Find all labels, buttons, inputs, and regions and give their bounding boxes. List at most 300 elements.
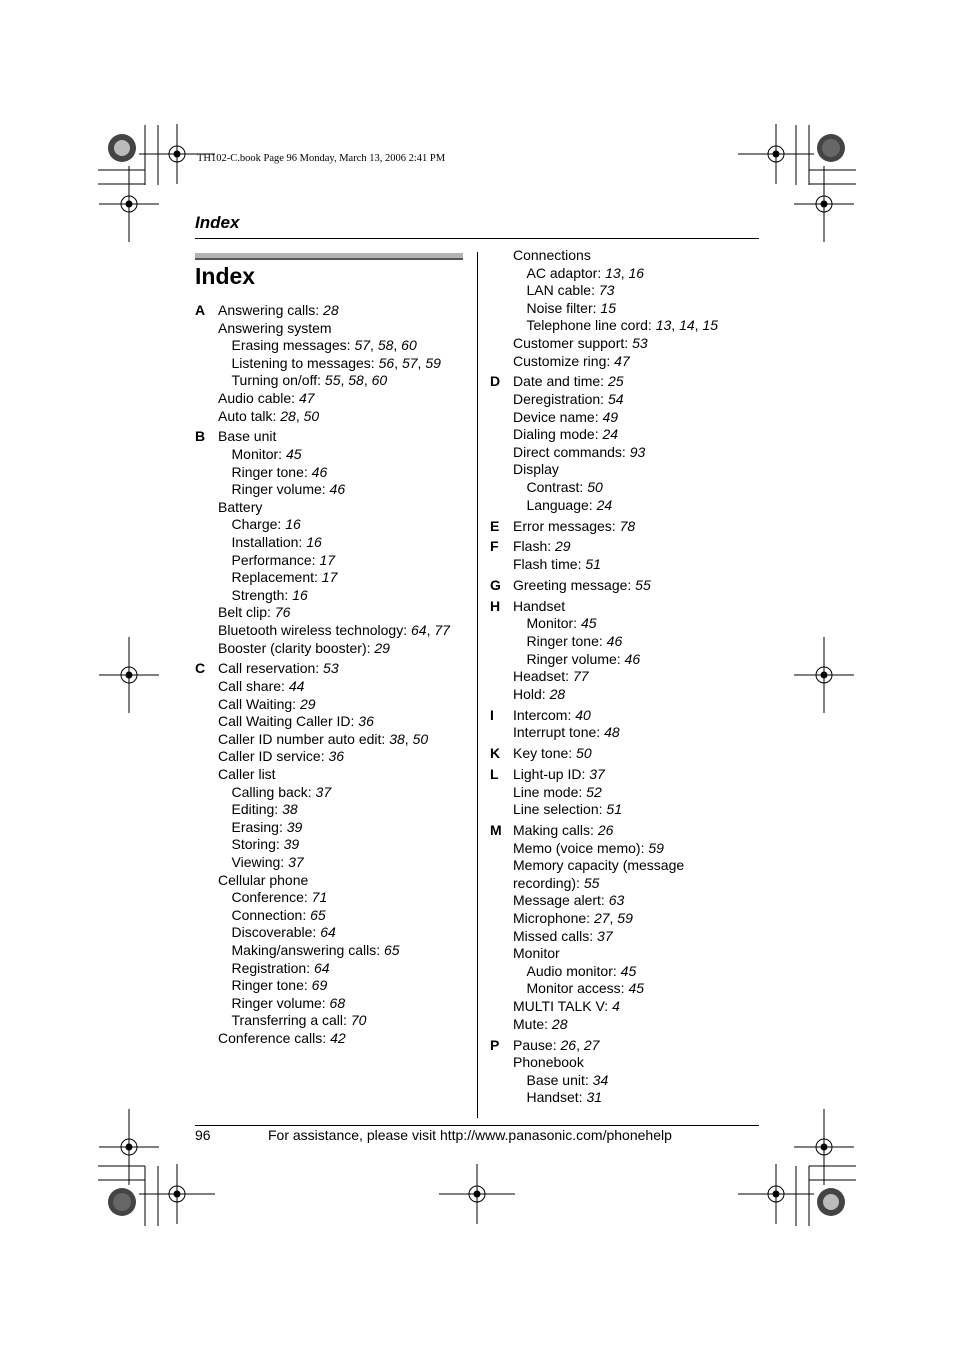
- page-reference: 53: [323, 660, 339, 677]
- entry-term: Dialing mode:: [513, 426, 603, 443]
- index-column-left: [195, 302, 465, 1051]
- entry-term: Caller ID number auto edit:: [218, 730, 390, 747]
- entry-term: Cellular phone: [218, 871, 309, 888]
- entry-term: Line selection:: [513, 801, 607, 818]
- entry-term: Call share:: [218, 678, 289, 695]
- index-entry: [490, 633, 760, 651]
- page-reference: 50: [576, 745, 592, 762]
- entry-term: Handset:: [526, 1089, 587, 1106]
- page-reference: 56: [378, 354, 395, 371]
- index-entry: [195, 889, 465, 907]
- index-entry: [490, 556, 760, 574]
- index-entry: [490, 1016, 760, 1034]
- index-entry: Bluetooth wireless technology: 64, 77: [218, 621, 450, 638]
- entry-term: Ringer volume:: [231, 994, 330, 1011]
- entry-term: Replacement:: [231, 569, 322, 586]
- entry-term: Key tone:: [513, 745, 577, 762]
- page-reference: 36: [358, 713, 374, 730]
- entry-term: Telephone line cord:: [526, 317, 656, 334]
- index-entry: [490, 668, 760, 686]
- page-reference: 26: [597, 822, 614, 839]
- page-reference: 47: [298, 389, 315, 406]
- index-letter: C: [195, 660, 206, 677]
- page-reference: 48: [604, 724, 620, 741]
- index-entry: [195, 569, 465, 587]
- index-group: [490, 822, 760, 1033]
- index-entry: [490, 1054, 760, 1072]
- page-reference: 38: [389, 730, 405, 747]
- page-reference: 36: [328, 748, 345, 765]
- index-group: [490, 1037, 760, 1107]
- entry-term: Display: [513, 461, 559, 478]
- entry-term: Ringer volume:: [231, 481, 330, 498]
- entry-term: Monitor:: [231, 446, 286, 463]
- page-reference: 37: [315, 783, 332, 800]
- page-reference: 77: [434, 621, 450, 638]
- page-number: 96: [195, 1127, 211, 1143]
- book-info: TH102-C.book Page 96 Monday, March 13, 2006 2:41 PM: [197, 153, 446, 164]
- entry-term: Battery: [218, 498, 263, 515]
- entry-term: Direct commands:: [513, 443, 630, 460]
- header-rule: [195, 238, 759, 239]
- page-reference: 14: [679, 317, 695, 334]
- page-reference: 58: [348, 372, 364, 389]
- entry-term: Customer support:: [513, 334, 633, 351]
- entry-term: Making/answering calls:: [231, 941, 385, 958]
- index-entry: [195, 516, 465, 534]
- page-reference: 46: [311, 463, 328, 480]
- page-reference: 45: [620, 962, 637, 979]
- index-letter: L: [490, 766, 499, 782]
- page-reference: 37: [288, 854, 304, 870]
- entry-term: Storing:: [231, 836, 284, 853]
- index-entry: [195, 748, 465, 766]
- entry-term: Base unit: [218, 428, 277, 445]
- page-reference: 69: [311, 977, 328, 994]
- entry-term: Noise filter:: [526, 299, 601, 316]
- entry-term: Making calls:: [513, 822, 598, 839]
- index-entry: [490, 1072, 760, 1090]
- entry-term: Ringer tone:: [231, 977, 312, 994]
- entry-term: Memory capacity (message: [513, 857, 685, 874]
- page-reference: 28: [549, 685, 566, 702]
- column-divider: [477, 252, 478, 1118]
- index-entry: [195, 907, 465, 925]
- page-reference: 42: [330, 1029, 346, 1046]
- index-entry: [195, 836, 465, 854]
- page-reference: 16: [628, 264, 645, 281]
- index-entry: [490, 875, 760, 893]
- index-entry: [195, 942, 465, 960]
- index-group: [195, 302, 465, 425]
- page-reference: 17: [319, 551, 336, 568]
- index-entry: [490, 651, 760, 669]
- page-reference: 70: [350, 1012, 367, 1029]
- page-reference: 60: [371, 372, 388, 389]
- index-entry: [490, 409, 760, 427]
- index-entry: [195, 819, 465, 837]
- page-reference: 71: [311, 889, 328, 906]
- page-reference: 57: [401, 354, 418, 371]
- page-reference: 59: [425, 354, 441, 371]
- page-reference: 27: [583, 1036, 600, 1053]
- index-entry: [490, 784, 760, 802]
- entry-term: Calling back:: [231, 783, 316, 800]
- page-reference: 37: [597, 927, 613, 944]
- entry-term: Handset: [513, 597, 566, 614]
- entry-term: Auto talk:: [218, 407, 281, 424]
- entry-term: Light-up ID:: [513, 766, 590, 782]
- page-reference: 57: [354, 337, 371, 354]
- index-entry: [195, 960, 465, 978]
- entry-term: Registration:: [231, 959, 314, 976]
- page-reference: 28: [551, 1015, 568, 1032]
- index-entry: [195, 552, 465, 570]
- page-reference: 54: [607, 391, 624, 408]
- page-reference: 16: [285, 516, 301, 533]
- index-group: [490, 745, 760, 763]
- entry-term: Hold:: [513, 685, 550, 702]
- page-reference: 45: [580, 615, 597, 632]
- running-head: Index: [195, 213, 240, 232]
- index-entry: [195, 1012, 465, 1030]
- page-title: Index: [195, 263, 256, 289]
- index-entry: [195, 534, 465, 552]
- entry-term: Intercom:: [513, 706, 576, 723]
- entry-term: Caller list: [218, 766, 276, 783]
- index-entry: [490, 840, 760, 858]
- index-entry: [195, 464, 465, 482]
- page-reference: 64: [313, 959, 330, 976]
- page-reference: 16: [306, 534, 322, 551]
- entry-term: MULTI TALK V:: [513, 998, 613, 1015]
- page-reference: 4: [612, 998, 620, 1015]
- page-reference: 15: [600, 299, 616, 316]
- index-letter: I: [490, 706, 494, 723]
- entry-term: Answering system: [218, 319, 332, 336]
- index-entry: [490, 391, 760, 409]
- page-reference: 37: [589, 766, 605, 782]
- page-reference: 16: [292, 586, 308, 603]
- index-group: [490, 247, 760, 370]
- entry-term: AC adaptor:: [526, 264, 606, 281]
- index-entry: [490, 707, 760, 725]
- index-entry: [195, 320, 465, 338]
- entry-term: Monitor:: [526, 615, 581, 632]
- entry-term: Connections: [513, 247, 591, 263]
- entry-term: Message alert:: [513, 892, 609, 909]
- entry-term: Editing:: [231, 801, 283, 818]
- index-entry: Erasing messages: 57, 58, 60: [231, 337, 417, 354]
- index-entry: [195, 924, 465, 942]
- index-entry: [490, 892, 760, 910]
- entry-term: Line mode:: [513, 783, 587, 800]
- index-entry: [490, 282, 760, 300]
- entry-term: Mute:: [513, 1015, 552, 1032]
- page-reference: 26: [560, 1036, 577, 1053]
- index-group: [490, 598, 760, 704]
- index-entry: [195, 801, 465, 819]
- page-reference: 25: [607, 373, 624, 390]
- entry-term: Language:: [526, 496, 597, 513]
- entry-term: recording):: [513, 874, 584, 891]
- entry-term: Installation:: [231, 534, 307, 551]
- page-reference: 46: [624, 650, 641, 667]
- index-entry: [195, 1030, 465, 1048]
- entry-term: Conference:: [231, 889, 312, 906]
- index-letter: B: [195, 428, 206, 445]
- entry-term: Answering calls:: [218, 302, 324, 318]
- index-entry: [195, 604, 465, 622]
- index-entry: [490, 247, 760, 265]
- index-group: [490, 766, 760, 819]
- page-reference: 24: [596, 496, 613, 513]
- entry-term: Audio cable:: [218, 389, 299, 406]
- page-reference: 31: [586, 1089, 603, 1106]
- entry-term: Listening to messages:: [231, 354, 379, 371]
- entry-term: Connection:: [231, 906, 311, 923]
- page-reference: 63: [608, 892, 625, 909]
- page-reference: 51: [585, 555, 601, 572]
- index-group: [195, 660, 465, 1047]
- page-reference: 50: [412, 730, 429, 747]
- page-reference: 60: [401, 337, 417, 354]
- entry-term: Call Waiting Caller ID:: [218, 713, 359, 730]
- index-entry: [490, 426, 760, 444]
- index-entry: [195, 660, 465, 678]
- entry-term: Audio monitor:: [526, 962, 621, 979]
- entry-term: Erasing:: [231, 818, 287, 835]
- page-reference: 38: [282, 801, 298, 818]
- index-entry: [490, 577, 760, 595]
- index-entry: [490, 945, 760, 963]
- index-entry: [195, 390, 465, 408]
- index-group: [490, 707, 760, 742]
- index-group: [195, 428, 465, 657]
- index-entry: [490, 353, 760, 371]
- entry-term: Call reservation:: [218, 660, 324, 677]
- entry-term: Ringer tone:: [231, 463, 312, 480]
- index-entry: [195, 428, 465, 446]
- index-entry: [490, 857, 760, 875]
- index-letter: M: [490, 822, 502, 839]
- index-entry: [195, 977, 465, 995]
- page-reference: 55: [635, 576, 651, 593]
- index-entry: Listening to messages: 56, 57, 59: [231, 354, 441, 371]
- page-reference: 28: [323, 302, 339, 318]
- entry-term: Call Waiting:: [218, 695, 300, 712]
- index-entry: [490, 766, 760, 784]
- page-reference: 64: [320, 924, 336, 941]
- index-entry: [490, 497, 760, 515]
- index-entry: [195, 766, 465, 784]
- page-reference: 44: [288, 678, 305, 695]
- entry-term: Belt clip:: [218, 604, 275, 621]
- index-entry: [195, 302, 465, 320]
- index-entry: [490, 998, 760, 1016]
- entry-term: Memo (voice memo):: [513, 839, 649, 856]
- entry-term: Customize ring:: [513, 352, 615, 369]
- entry-term: Ringer tone:: [526, 632, 607, 649]
- entry-term: Error messages:: [513, 517, 620, 534]
- entry-term: Bluetooth wireless technology:: [218, 621, 411, 638]
- index-entry: [195, 640, 465, 658]
- page-reference: 65: [310, 906, 326, 923]
- entry-term: Monitor: [513, 945, 560, 962]
- entry-term: Monitor access:: [526, 980, 629, 997]
- entry-term: Missed calls:: [513, 927, 598, 944]
- page-reference: 55: [583, 874, 600, 891]
- index-entry: [490, 444, 760, 462]
- page-reference: 93: [629, 443, 646, 460]
- entry-term: Ringer volume:: [526, 650, 625, 667]
- index-group: [490, 518, 760, 536]
- entry-term: Strength:: [231, 586, 293, 603]
- page-reference: 39: [283, 836, 300, 853]
- entry-term: Charge:: [231, 516, 286, 533]
- entry-term: Base unit:: [526, 1071, 593, 1088]
- page-reference: 76: [274, 604, 291, 621]
- index-entry: [195, 499, 465, 517]
- index-entry: [490, 479, 760, 497]
- page-reference: 15: [702, 317, 718, 334]
- index-entry: [490, 745, 760, 763]
- index-entry: [490, 373, 760, 391]
- page-reference: 49: [602, 408, 619, 425]
- page-reference: 40: [575, 706, 591, 723]
- page-reference: 77: [572, 668, 589, 685]
- entry-term: Interrupt tone:: [513, 724, 605, 741]
- index-entry: [195, 854, 465, 872]
- entry-term: Booster (clarity booster):: [218, 639, 375, 656]
- index-entry: [490, 928, 760, 946]
- index-letter: G: [490, 576, 501, 593]
- index-entry: [490, 300, 760, 318]
- page-reference: 59: [617, 910, 633, 927]
- index-entry: [490, 963, 760, 981]
- index-entry: [195, 446, 465, 464]
- page-reference: 78: [619, 517, 636, 534]
- page-reference: 45: [628, 980, 645, 997]
- index-entry: [490, 461, 760, 479]
- index-entry: [195, 995, 465, 1013]
- index-entry: Pause: 26, 27: [513, 1036, 600, 1053]
- entry-term: Phonebook: [513, 1054, 584, 1071]
- index-letter: K: [490, 745, 501, 762]
- page-reference: 68: [329, 994, 346, 1011]
- entry-term: Flash time:: [513, 555, 586, 572]
- page-reference: 39: [286, 818, 303, 835]
- index-letter: E: [490, 517, 500, 534]
- entry-term: Turning on/off:: [231, 372, 325, 389]
- index-entry: [490, 801, 760, 819]
- index-entry: [490, 518, 760, 536]
- entry-term: Contrast:: [526, 479, 588, 496]
- index-entry: [490, 822, 760, 840]
- entry-term: Microphone:: [513, 910, 594, 927]
- entry-term: Headset:: [513, 668, 573, 685]
- index-entry: [195, 678, 465, 696]
- page-reference: 55: [324, 372, 341, 389]
- index-entry: [490, 686, 760, 704]
- entry-term: Device name:: [513, 408, 603, 425]
- page-reference: 64: [411, 621, 427, 638]
- entry-term: Caller ID service:: [218, 748, 329, 765]
- page-reference: 50: [303, 407, 320, 424]
- entry-term: Discoverable:: [231, 924, 321, 941]
- page-reference: 13: [655, 317, 672, 334]
- page-reference: 53: [632, 334, 648, 351]
- index-entry: Caller ID number auto edit: 38, 50: [218, 730, 429, 747]
- page-reference: 46: [329, 481, 346, 498]
- index-entry: [490, 538, 760, 556]
- page-reference: 50: [587, 479, 603, 496]
- page-reference: 29: [299, 695, 316, 712]
- entry-term: Deregistration:: [513, 391, 608, 408]
- page-reference: 73: [598, 282, 615, 299]
- page-reference: 58: [377, 337, 394, 354]
- index-entry: Turning on/off: 55, 58, 60: [231, 372, 388, 389]
- index-letter: P: [490, 1036, 500, 1053]
- index-entry: [490, 335, 760, 353]
- index-entry: [490, 1089, 760, 1107]
- page-reference: 28: [280, 407, 296, 424]
- page-reference: 45: [285, 446, 302, 463]
- page-reference: 65: [384, 941, 400, 958]
- page-reference: 52: [586, 783, 602, 800]
- index-group: [490, 538, 760, 573]
- page-reference: 29: [374, 639, 390, 656]
- index-entry: [195, 696, 465, 714]
- title-bar: [195, 253, 463, 258]
- index-group: [490, 373, 760, 514]
- index-entry: [195, 587, 465, 605]
- index-entry: Auto talk: 28, 50: [218, 407, 320, 424]
- index-entry: [195, 784, 465, 802]
- index-letter: F: [490, 538, 499, 555]
- page-reference: 59: [648, 839, 664, 856]
- page-reference: 24: [602, 426, 619, 443]
- entry-term: Flash:: [513, 538, 556, 555]
- entry-term: Date and time:: [513, 373, 608, 390]
- footer-rule: [195, 1125, 759, 1126]
- page-reference: 46: [606, 632, 623, 649]
- entry-term: Transferring a call:: [231, 1012, 351, 1029]
- index-entry: Microphone: 27, 59: [513, 910, 633, 927]
- index-letter: D: [490, 373, 501, 390]
- entry-term: Conference calls:: [218, 1029, 331, 1046]
- entry-term: Viewing:: [231, 854, 289, 870]
- index-letter: H: [490, 597, 501, 614]
- page-reference: 27: [593, 910, 610, 927]
- index-entry: Telephone line cord: 13, 14, 15: [526, 317, 718, 334]
- index-group: [490, 577, 760, 595]
- page-reference: 51: [606, 801, 622, 818]
- index-entry: [195, 481, 465, 499]
- footer-assistance-text: For assistance, please visit http://www.panasonic.com/phonehelp: [268, 1127, 672, 1143]
- entry-term: Greeting message:: [513, 576, 636, 593]
- index-letter: A: [195, 302, 206, 318]
- page-reference: 29: [555, 538, 571, 555]
- index-entry: AC adaptor: 13, 16: [526, 264, 645, 281]
- index-column-right: [490, 247, 760, 1110]
- entry-term: LAN cable:: [526, 282, 599, 299]
- page-reference: 47: [614, 352, 630, 369]
- page-reference: 13: [605, 264, 621, 281]
- index-entry: [490, 598, 760, 616]
- index-entry: [490, 980, 760, 998]
- page-reference: 17: [321, 569, 338, 586]
